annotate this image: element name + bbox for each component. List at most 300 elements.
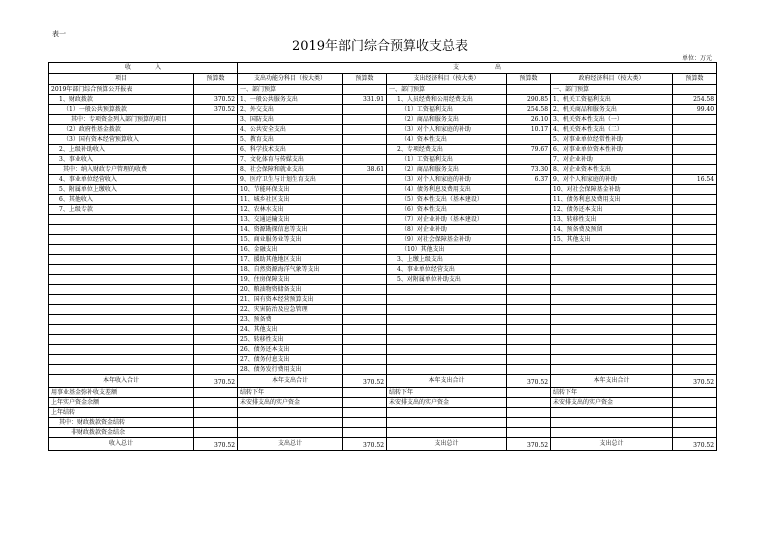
col3-cell: 21、国有资本经营预算支出 (238, 295, 343, 305)
col4-cell (343, 135, 387, 145)
col1-cell (49, 365, 194, 375)
table-row (49, 165, 717, 175)
col8-cell (673, 245, 717, 255)
col5-cell (387, 335, 507, 345)
col2-cell (194, 135, 238, 145)
bottom-value (673, 408, 717, 418)
col5-cell (387, 325, 507, 335)
bottom-label: 其中：财政拨款资金结转 (49, 418, 194, 428)
col3-cell: 19、住房保障支出 (238, 275, 343, 285)
expense-header: 支 出 (238, 63, 717, 74)
table-row (49, 145, 717, 155)
col1-cell (49, 315, 194, 325)
bottom-expense-label (387, 408, 507, 418)
table-row (49, 388, 717, 398)
col2-cell (194, 225, 238, 235)
bottom-value (194, 418, 238, 428)
func-total-value: 370.52 (343, 375, 387, 388)
col2-cell (194, 205, 238, 215)
col4-cell (343, 125, 387, 135)
col2-cell (194, 305, 238, 315)
col3-cell: 11、城乡社区支出 (238, 195, 343, 205)
bottom-value (673, 398, 717, 408)
col6-cell: 290.85 (507, 95, 551, 105)
col3-cell: 23、预备费 (238, 315, 343, 325)
col7-cell: 一、部门预算 (551, 85, 673, 95)
col7-cell (551, 335, 673, 345)
table-row (49, 105, 717, 115)
column-header: 政府经济科目（按大类） (551, 74, 673, 85)
col4-cell (343, 185, 387, 195)
col8-cell (673, 315, 717, 325)
col8-cell (673, 185, 717, 195)
col6-cell (507, 325, 551, 335)
col7-cell (551, 355, 673, 365)
col8-cell (673, 135, 717, 145)
col8-cell (673, 325, 717, 335)
col6-cell: 6.37 (507, 175, 551, 185)
income-total-label: 本年收入合计 (49, 375, 194, 388)
col3-cell: 1、一般公共服务支出 (238, 95, 343, 105)
col7-cell: 7、对企业补助 (551, 155, 673, 165)
col3-cell: 18、自然资源海洋气象等支出 (238, 265, 343, 275)
col3-cell: 28、债务发行费用支出 (238, 365, 343, 375)
col7-cell (551, 365, 673, 375)
col4-cell (343, 235, 387, 245)
col7-cell (551, 255, 673, 265)
col1-cell: 7、上级专款 (49, 205, 194, 215)
col4-cell (343, 335, 387, 345)
col2-cell (194, 155, 238, 165)
col1-cell (49, 345, 194, 355)
col3-cell: 5、教育支出 (238, 135, 343, 145)
col8-cell (673, 345, 717, 355)
col7-cell (551, 345, 673, 355)
income-header: 收 入 (49, 63, 238, 74)
grand-income-value: 370.52 (194, 438, 238, 451)
col4-cell (343, 175, 387, 185)
bottom-label: 上年结转 (49, 408, 194, 418)
col2-cell (194, 335, 238, 345)
col1-cell (49, 255, 194, 265)
bottom-expense-label: 结转下年 (387, 388, 507, 398)
col5-cell: 4、事业单位经营支出 (387, 265, 507, 275)
bottom-value (507, 428, 551, 438)
col3-cell: 10、节能环保支出 (238, 185, 343, 195)
col8-cell (673, 275, 717, 285)
col8-cell (673, 195, 717, 205)
col3-cell: 20、粮油物资储备支出 (238, 285, 343, 295)
col3-cell: 14、资源勘探信息等支出 (238, 225, 343, 235)
col5-cell: 1、人员经费和公用经费支出 (387, 95, 507, 105)
col2-cell (194, 185, 238, 195)
col2-cell (194, 125, 238, 135)
col3-cell: 7、文化体育与传媒支出 (238, 155, 343, 165)
col2-cell (194, 195, 238, 205)
col6-cell: 79.67 (507, 145, 551, 155)
col7-cell: 8、对企业资本性支出 (551, 165, 673, 175)
table-row (49, 408, 717, 418)
col6-cell: 10.17 (507, 125, 551, 135)
grand-expense-label: 支出总计 (238, 438, 343, 451)
col8-cell (673, 165, 717, 175)
col1-cell (49, 295, 194, 305)
bottom-value (673, 388, 717, 398)
table-row (49, 255, 717, 265)
col6-cell (507, 245, 551, 255)
table-row (49, 275, 717, 285)
grand-expense-value: 370.52 (673, 438, 717, 451)
income-total-value: 370.52 (194, 375, 238, 388)
col8-cell (673, 265, 717, 275)
col8-cell (673, 225, 717, 235)
col6-cell (507, 235, 551, 245)
bottom-expense-label: 未安排支出的实户资金 (551, 398, 673, 408)
col8-cell (673, 295, 717, 305)
col3-cell: 17、援助其他地区支出 (238, 255, 343, 265)
col8-cell (673, 215, 717, 225)
col3-cell: 26、债务还本支出 (238, 345, 343, 355)
col2-cell (194, 115, 238, 125)
bottom-value (507, 398, 551, 408)
col8-cell: 254.58 (673, 95, 717, 105)
grand-expense-value: 370.52 (343, 438, 387, 451)
col8-cell (673, 355, 717, 365)
col5-cell: （2）商品和服务支出 (387, 115, 507, 125)
col7-cell: 9、对个人和家庭的补助 (551, 175, 673, 185)
table-row (49, 355, 717, 365)
col2-cell (194, 295, 238, 305)
col1-cell (49, 325, 194, 335)
col3-cell: 3、国防支出 (238, 115, 343, 125)
col8-cell (673, 145, 717, 155)
col6-cell (507, 305, 551, 315)
col6-cell (507, 335, 551, 345)
col1-cell: 6、其他收入 (49, 195, 194, 205)
col3-cell: 8、社会保障和就业支出 (238, 165, 343, 175)
col8-cell (673, 235, 717, 245)
bottom-expense-label (238, 408, 343, 418)
col2-cell (194, 345, 238, 355)
col4-cell (343, 105, 387, 115)
col5-cell: （10）其他支出 (387, 245, 507, 255)
col1-cell: 其中：纳入财政专户管理的收费 (49, 165, 194, 175)
col6-cell (507, 285, 551, 295)
col1-cell (49, 245, 194, 255)
bottom-expense-label: 未安排支出的实户资金 (238, 398, 343, 408)
col6-cell (507, 85, 551, 95)
col7-cell (551, 275, 673, 285)
bottom-value (343, 398, 387, 408)
col1-cell: 其中：专项资金列入部门预算的项目 (49, 115, 194, 125)
table-row (49, 305, 717, 315)
bottom-value (507, 408, 551, 418)
table-row (49, 285, 717, 295)
col5-cell: （4）资本性支出 (387, 135, 507, 145)
grand-expense-label: 支出总计 (387, 438, 507, 451)
col7-cell: 14、预备费及预留 (551, 225, 673, 235)
col4-cell (343, 265, 387, 275)
col1-cell: （3）国有资本经营预算收入 (49, 135, 194, 145)
col3-cell: 4、公共安全支出 (238, 125, 343, 135)
column-header: 预算数 (673, 74, 717, 85)
col6-cell (507, 215, 551, 225)
col2-cell (194, 245, 238, 255)
col7-cell (551, 245, 673, 255)
col6-cell (507, 225, 551, 235)
col6-cell (507, 205, 551, 215)
col2-cell (194, 285, 238, 295)
col6-cell (507, 155, 551, 165)
expense-total-label: 本年支出合计 (238, 375, 343, 388)
column-header: 预算数 (507, 74, 551, 85)
col3-cell: 27、债务付息支出 (238, 355, 343, 365)
col6-cell: 26.10 (507, 115, 551, 125)
col1-cell: 1、财政拨款 (49, 95, 194, 105)
col7-cell: 6、对事业单位资本性补助 (551, 145, 673, 155)
col1-cell: （2）政府性基金拨款 (49, 125, 194, 135)
col4-cell (343, 315, 387, 325)
col7-cell: 1、机关工资福利支出 (551, 95, 673, 105)
page-title: 2019年部门综合预算收支总表 (291, 39, 469, 54)
column-header: 支出功能分科目（按大类） (238, 74, 343, 85)
bottom-expense-label: 未安排支出的实户资金 (387, 398, 507, 408)
table-row (49, 335, 717, 345)
table-row (49, 295, 717, 305)
col1-cell (49, 225, 194, 235)
col8-cell (673, 255, 717, 265)
col5-cell: （4）债务利息及费用支出 (387, 185, 507, 195)
table-row (49, 85, 717, 95)
col5-cell: 2、专项经费支出 (387, 145, 507, 155)
col3-cell: 16、金融支出 (238, 245, 343, 255)
col5-cell: （9）对社会保障基金补助 (387, 235, 507, 245)
bottom-expense-label (551, 408, 673, 418)
col8-cell (673, 115, 717, 125)
col6-cell (507, 315, 551, 325)
col1-cell: 5、附属单位上缴收入 (49, 185, 194, 195)
col7-cell: 5、对事业单位经常性补助 (551, 135, 673, 145)
col1-cell: 2、上级补助收入 (49, 145, 194, 155)
table-row (49, 245, 717, 255)
table-row (49, 215, 717, 225)
col4-cell (343, 255, 387, 265)
col2-cell (194, 355, 238, 365)
bottom-label: 非财政拨款资金结余 (49, 428, 194, 438)
column-header: 项目 (49, 74, 194, 85)
table-row (49, 235, 717, 245)
col3-cell: 一、部门预算 (238, 85, 343, 95)
total-row (49, 375, 717, 388)
col6-cell: 254.58 (507, 105, 551, 115)
table-row (49, 418, 717, 428)
col2-cell (194, 365, 238, 375)
table-row (49, 205, 717, 215)
col4-cell: 331.91 (343, 95, 387, 105)
col4-cell (343, 205, 387, 215)
col5-cell: （1）工资福利支出 (387, 105, 507, 115)
col8-cell (673, 205, 717, 215)
col8-cell (673, 365, 717, 375)
col8-cell (673, 335, 717, 345)
col3-cell: 9、医疗卫生与计划生育支出 (238, 175, 343, 185)
bottom-value (194, 388, 238, 398)
col5-cell (387, 345, 507, 355)
table-row (49, 115, 717, 125)
table-row (49, 315, 717, 325)
expense-total-label: 本年支出合计 (551, 375, 673, 388)
bottom-expense-label (387, 418, 507, 428)
col2-cell (194, 85, 238, 95)
col7-cell: 10、对社会保障基金补助 (551, 185, 673, 195)
col5-cell: （5）资本性支出（基本建设） (387, 195, 507, 205)
col7-cell: 13、转移性支出 (551, 215, 673, 225)
col4-cell: 38.61 (343, 165, 387, 175)
col2-cell (194, 165, 238, 175)
bottom-expense-label (238, 428, 343, 438)
col2-cell: 370.52 (194, 105, 238, 115)
bottom-value (507, 418, 551, 428)
bottom-value (507, 388, 551, 398)
col6-cell (507, 265, 551, 275)
col3-cell: 24、其他支出 (238, 325, 343, 335)
table-tag: 表一 (52, 30, 66, 38)
col6-cell (507, 185, 551, 195)
col7-cell: 15、其他支出 (551, 235, 673, 245)
col7-cell (551, 305, 673, 315)
bottom-value (194, 398, 238, 408)
bottom-expense-label (551, 428, 673, 438)
table-row (49, 125, 717, 135)
col1-cell: 3、事业收入 (49, 155, 194, 165)
col4-cell (343, 85, 387, 95)
table-row (49, 155, 717, 165)
col1-cell (49, 335, 194, 345)
grand-total-row (49, 438, 717, 451)
grand-expense-value: 370.52 (507, 438, 551, 451)
col8-cell: 99.40 (673, 105, 717, 115)
column-header: 预算数 (343, 74, 387, 85)
col6-cell (507, 255, 551, 265)
bottom-expense-label (238, 418, 343, 428)
col7-cell (551, 295, 673, 305)
col5-cell: 一、部门预算 (387, 85, 507, 95)
col4-cell (343, 145, 387, 155)
col1-cell (49, 265, 194, 275)
col4-cell (343, 345, 387, 355)
col7-cell (551, 315, 673, 325)
col4-cell (343, 285, 387, 295)
col6-cell (507, 365, 551, 375)
gov-total-value: 370.52 (673, 375, 717, 388)
col2-cell (194, 235, 238, 245)
col4-cell (343, 225, 387, 235)
col6-cell (507, 195, 551, 205)
col5-cell: （2）商品和服务支出 (387, 165, 507, 175)
bottom-expense-label (387, 428, 507, 438)
col8-cell (673, 125, 717, 135)
col3-cell: 13、交通运输支出 (238, 215, 343, 225)
table-row (49, 135, 717, 145)
col2-cell: 370.52 (194, 95, 238, 105)
bottom-value (194, 428, 238, 438)
bottom-value (343, 408, 387, 418)
econ-total-value: 370.52 (507, 375, 551, 388)
grand-income-label: 收入总计 (49, 438, 194, 451)
col4-cell (343, 295, 387, 305)
col2-cell (194, 255, 238, 265)
col8-cell (673, 285, 717, 295)
col8-cell (673, 85, 717, 95)
col3-cell: 22、灾害防治及应急管理 (238, 305, 343, 315)
col3-cell: 12、农林水支出 (238, 205, 343, 215)
col5-cell: （3）对个人和家庭的补助 (387, 175, 507, 185)
bottom-expense-label: 结转下年 (238, 388, 343, 398)
col5-cell (387, 285, 507, 295)
unit-label: 单位：万元 (681, 55, 712, 62)
col5-cell (387, 365, 507, 375)
col4-cell (343, 195, 387, 205)
column-header: 预算数 (194, 74, 238, 85)
col1-cell: 4、事业单位经营收入 (49, 175, 194, 185)
col8-cell: 16.54 (673, 175, 717, 185)
col8-cell (673, 155, 717, 165)
bottom-label: 上年实户资金余额 (49, 398, 194, 408)
col4-cell (343, 155, 387, 165)
col4-cell (343, 245, 387, 255)
bottom-expense-label (551, 418, 673, 428)
col7-cell (551, 285, 673, 295)
col5-cell (387, 295, 507, 305)
col5-cell: （8）对企业补助 (387, 225, 507, 235)
col2-cell (194, 215, 238, 225)
col5-cell: （6）资本性支出 (387, 205, 507, 215)
col7-cell: 2、机关商品和服务支出 (551, 105, 673, 115)
col3-cell: 15、商业服务业等支出 (238, 235, 343, 245)
bottom-value (343, 418, 387, 428)
col2-cell (194, 325, 238, 335)
table-row (49, 398, 717, 408)
col6-cell (507, 345, 551, 355)
col1-cell (49, 235, 194, 245)
col5-cell (387, 355, 507, 365)
col7-cell: 11、债务利息及费用支出 (551, 195, 673, 205)
col7-cell (551, 325, 673, 335)
bottom-value (343, 428, 387, 438)
col7-cell: 4、机关资本性支出（二） (551, 125, 673, 135)
col3-cell: 6、科学技术支出 (238, 145, 343, 155)
col1-cell: 2019年部门综合预算公开报表 (49, 85, 194, 95)
col4-cell (343, 365, 387, 375)
col2-cell (194, 265, 238, 275)
table-row (49, 345, 717, 355)
col5-cell: 5、对附属单位补助支出 (387, 275, 507, 285)
col5-cell (387, 305, 507, 315)
budget-table (48, 62, 717, 451)
col8-cell (673, 305, 717, 315)
col4-cell (343, 215, 387, 225)
column-header: 支出经济科目（按大类） (387, 74, 507, 85)
table-row (49, 175, 717, 185)
bottom-value (194, 408, 238, 418)
table-row (49, 265, 717, 275)
table-row (49, 428, 717, 438)
col1-cell: （1）一般公共预算拨款 (49, 105, 194, 115)
table-row (49, 95, 717, 105)
col5-cell: （1）工资福利支出 (387, 155, 507, 165)
col7-cell: 3、机关资本性支出（一） (551, 115, 673, 125)
col5-cell: （7）对企业补助（基本建设） (387, 215, 507, 225)
